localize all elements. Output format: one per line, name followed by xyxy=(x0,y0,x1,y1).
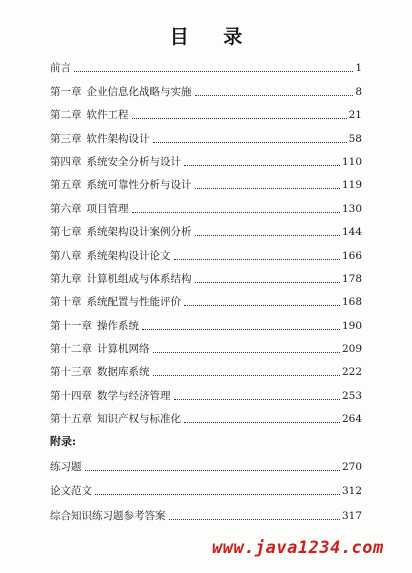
toc-entry-label xyxy=(50,320,139,333)
toc-entry-title: 操作系统 xyxy=(97,319,139,332)
toc-entry-label xyxy=(50,296,181,309)
toc-dot-leader xyxy=(132,118,347,119)
toc-dot-leader xyxy=(195,282,340,283)
toc-chapter-number: 第二章 xyxy=(50,109,82,122)
toc-entry-title: 软件架构设计 xyxy=(86,132,150,145)
toc-dot-leader xyxy=(132,212,340,213)
toc-entry-label xyxy=(50,485,92,498)
table-of-contents xyxy=(50,52,362,523)
toc-page-number: 144 xyxy=(341,226,362,239)
toc-entry-title: 前言 xyxy=(50,62,71,75)
toc-entry xyxy=(50,52,362,75)
toc-chapter-number: 第十一章 xyxy=(50,319,92,332)
toc-page-number: 178 xyxy=(341,272,362,285)
toc-entry-title: 数据库系统 xyxy=(97,366,150,379)
toc-entry-label xyxy=(50,461,82,474)
toc-entry-label xyxy=(50,510,166,523)
toc-entry-title: 论文范文 xyxy=(50,485,92,498)
toc-dot-leader xyxy=(184,305,340,306)
toc-dot-leader xyxy=(174,399,340,400)
toc-dot-leader xyxy=(174,259,340,260)
toc-entry-title: 项目管理 xyxy=(86,202,129,215)
toc-page-number: 312 xyxy=(341,485,362,498)
toc-page-number: 253 xyxy=(341,389,362,402)
toc-page-number: 110 xyxy=(341,155,362,168)
toc-entry-label xyxy=(50,179,192,192)
toc-entry xyxy=(50,498,362,523)
toc-page-number: 166 xyxy=(341,249,362,262)
toc-chapter-number: 第十三章 xyxy=(50,366,92,379)
toc-entry xyxy=(50,216,362,239)
toc-page-number: 58 xyxy=(348,132,362,145)
toc-entry-label xyxy=(50,390,171,403)
toc-page-number: 222 xyxy=(341,366,362,379)
toc-chapter-number: 第三章 xyxy=(50,132,82,145)
toc-page-number: 168 xyxy=(341,296,362,309)
toc-page-number: 190 xyxy=(341,319,362,332)
toc-entry-title: 软件工程 xyxy=(86,109,129,122)
toc-entry-title: 系统架构设计论文 xyxy=(86,249,171,262)
toc-entry-title: 综合知识练习题参考答案 xyxy=(50,509,166,522)
toc-entry xyxy=(50,403,362,426)
toc-entry-title: 系统架构设计案例分析 xyxy=(86,226,192,239)
toc-entry xyxy=(50,286,362,309)
toc-page-number: 317 xyxy=(341,509,362,522)
toc-dot-leader xyxy=(153,142,347,143)
toc-entry-title: 企业信息化战略与实施 xyxy=(86,85,192,98)
toc-page-number: 21 xyxy=(348,109,362,122)
toc-entry-title: 练习题 xyxy=(50,460,82,473)
toc-chapter-number: 第七章 xyxy=(50,226,82,239)
toc-dot-leader xyxy=(95,494,340,495)
toc-chapter-number: 第六章 xyxy=(50,202,82,215)
toc-entry-title: 知识产权与标准化 xyxy=(97,413,181,426)
toc-entry-label xyxy=(50,86,192,99)
toc-dot-leader xyxy=(195,235,340,236)
toc-page-number: 1 xyxy=(355,62,362,75)
toc-page-number: 119 xyxy=(341,179,362,192)
toc-entry xyxy=(50,146,362,169)
toc-entry xyxy=(50,263,362,286)
toc-chapter-number: 第十章 xyxy=(50,296,82,309)
appendix-heading: 附录: xyxy=(50,435,77,449)
toc-dot-leader xyxy=(153,352,340,353)
toc-dot-leader xyxy=(169,519,340,520)
toc-page-number: 270 xyxy=(341,460,362,473)
appendix-list xyxy=(50,449,362,523)
toc-entry xyxy=(50,169,362,192)
toc-entry xyxy=(50,356,362,379)
toc-entry-label xyxy=(50,226,192,239)
toc-dot-leader xyxy=(153,375,340,376)
toc-chapter-number: 第十五章 xyxy=(50,413,92,426)
toc-chapter-number: 第四章 xyxy=(50,155,82,168)
toc-entry-label xyxy=(50,62,71,75)
toc-entry-label xyxy=(50,250,171,263)
toc-chapter-number: 第八章 xyxy=(50,249,82,262)
toc-entry-label xyxy=(50,203,129,216)
toc-dot-leader xyxy=(142,329,340,330)
toc-entry xyxy=(50,99,362,122)
page-title: 目 录 xyxy=(169,26,257,48)
toc-entry-title: 系统配置与性能评价 xyxy=(86,296,181,309)
toc-entry xyxy=(50,309,362,332)
toc-entry-title: 计算机组成与体系结构 xyxy=(86,272,192,285)
toc-entry xyxy=(50,474,362,499)
toc-page-number: 264 xyxy=(341,413,362,426)
toc-entry-title: 计算机网络 xyxy=(97,343,150,356)
toc-chapter-number: 第十二章 xyxy=(50,343,92,356)
toc-chapter-number: 第九章 xyxy=(50,272,82,285)
toc-entry-label xyxy=(50,413,181,426)
toc-entry xyxy=(50,122,362,145)
toc-entry xyxy=(50,333,362,356)
toc-entry-label xyxy=(50,133,150,146)
toc-entry xyxy=(50,449,362,474)
toc-entry-title: 系统安全分析与设计 xyxy=(86,155,181,168)
toc-entry-title: 数学与经济管理 xyxy=(97,389,171,402)
toc-entry xyxy=(50,379,362,402)
toc-chapter-number: 第十四章 xyxy=(50,389,92,402)
toc-page-number: 209 xyxy=(341,343,362,356)
toc-dot-leader xyxy=(85,470,340,471)
toc-entry-label xyxy=(50,273,192,286)
toc-chapter-number: 第五章 xyxy=(50,179,82,192)
toc-entry-label xyxy=(50,109,129,122)
toc-chapter-number: 第一章 xyxy=(50,85,82,98)
toc-entry-label xyxy=(50,156,181,169)
toc-entry xyxy=(50,239,362,262)
toc-dot-leader xyxy=(184,422,340,423)
toc-dot-leader xyxy=(195,95,354,96)
toc-entry-label xyxy=(50,343,150,356)
toc-page-number: 130 xyxy=(341,202,362,215)
toc-dot-leader xyxy=(184,165,340,166)
toc-list xyxy=(50,52,362,426)
watermark: www.java1234.com xyxy=(212,538,384,558)
toc-entry xyxy=(50,75,362,98)
toc-entry-label xyxy=(50,366,150,379)
toc-entry xyxy=(50,192,362,215)
toc-entry-title: 系统可靠性分析与设计 xyxy=(86,179,192,192)
toc-dot-leader xyxy=(74,71,353,72)
toc-page-number: 8 xyxy=(355,85,362,98)
toc-dot-leader xyxy=(195,188,340,189)
